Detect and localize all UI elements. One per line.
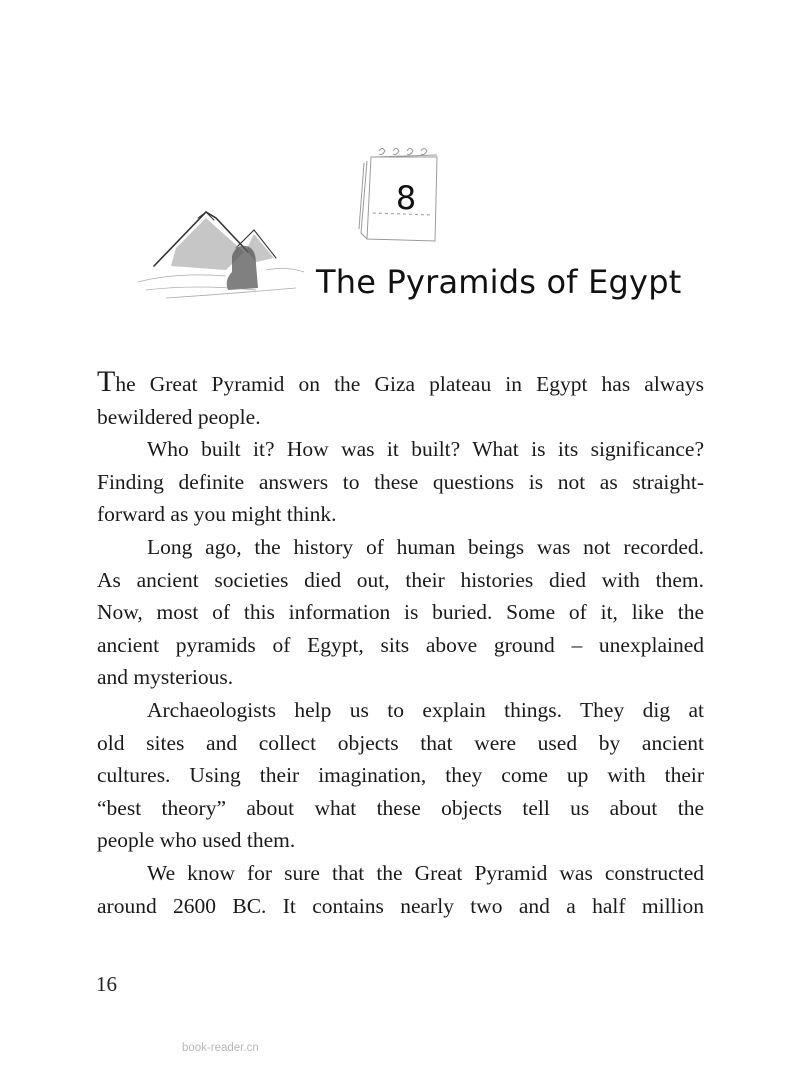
pyramids-sphinx-illustration-icon	[136, 200, 306, 310]
text-line: Long ago, the history of human beings was not recorded.	[147, 534, 704, 559]
text-line: Finding definite answers to these questions is not as straight-	[97, 469, 704, 494]
chapter-number: 8	[395, 179, 417, 217]
text-line: people who used them.	[97, 828, 296, 853]
text-line: The Great Pyramid on the Giza plateau in Egypt has always	[97, 365, 704, 398]
text-line: Now, most of this information is buried. Some of it, like the	[97, 600, 704, 625]
body-text	[97, 365, 704, 922]
watermark: book-reader.cn	[182, 1042, 259, 1054]
text-line: “best theory” about what these objects tell us about the	[97, 795, 704, 820]
text-line: Archaeologists help us to explain things. They dig at	[147, 697, 704, 722]
text-line: As ancient societies died out, their histories died with them.	[97, 567, 704, 592]
text-line: Who built it? How was it built? What is its significance?	[147, 437, 704, 462]
text-line: ancient pyramids of Egypt, sits above ground – unexplained	[97, 632, 704, 657]
page-number: 16	[96, 972, 117, 996]
drop-cap: T	[97, 365, 116, 398]
text-line: cultures. Using their imagination, they come up with their	[97, 763, 704, 788]
chapter-title: The Pyramids of Egypt	[316, 263, 682, 301]
text-line: and mysterious.	[97, 665, 234, 690]
text-line: around 2600 BC. It contains nearly two and a half million	[97, 893, 704, 918]
text-line: We know for sure that the Great Pyramid was constructed	[147, 860, 704, 885]
text-line: bewildered people.	[97, 404, 261, 429]
text-line: forward as you might think.	[97, 502, 337, 527]
text-line: old sites and collect objects that were used by ancient	[97, 730, 704, 755]
